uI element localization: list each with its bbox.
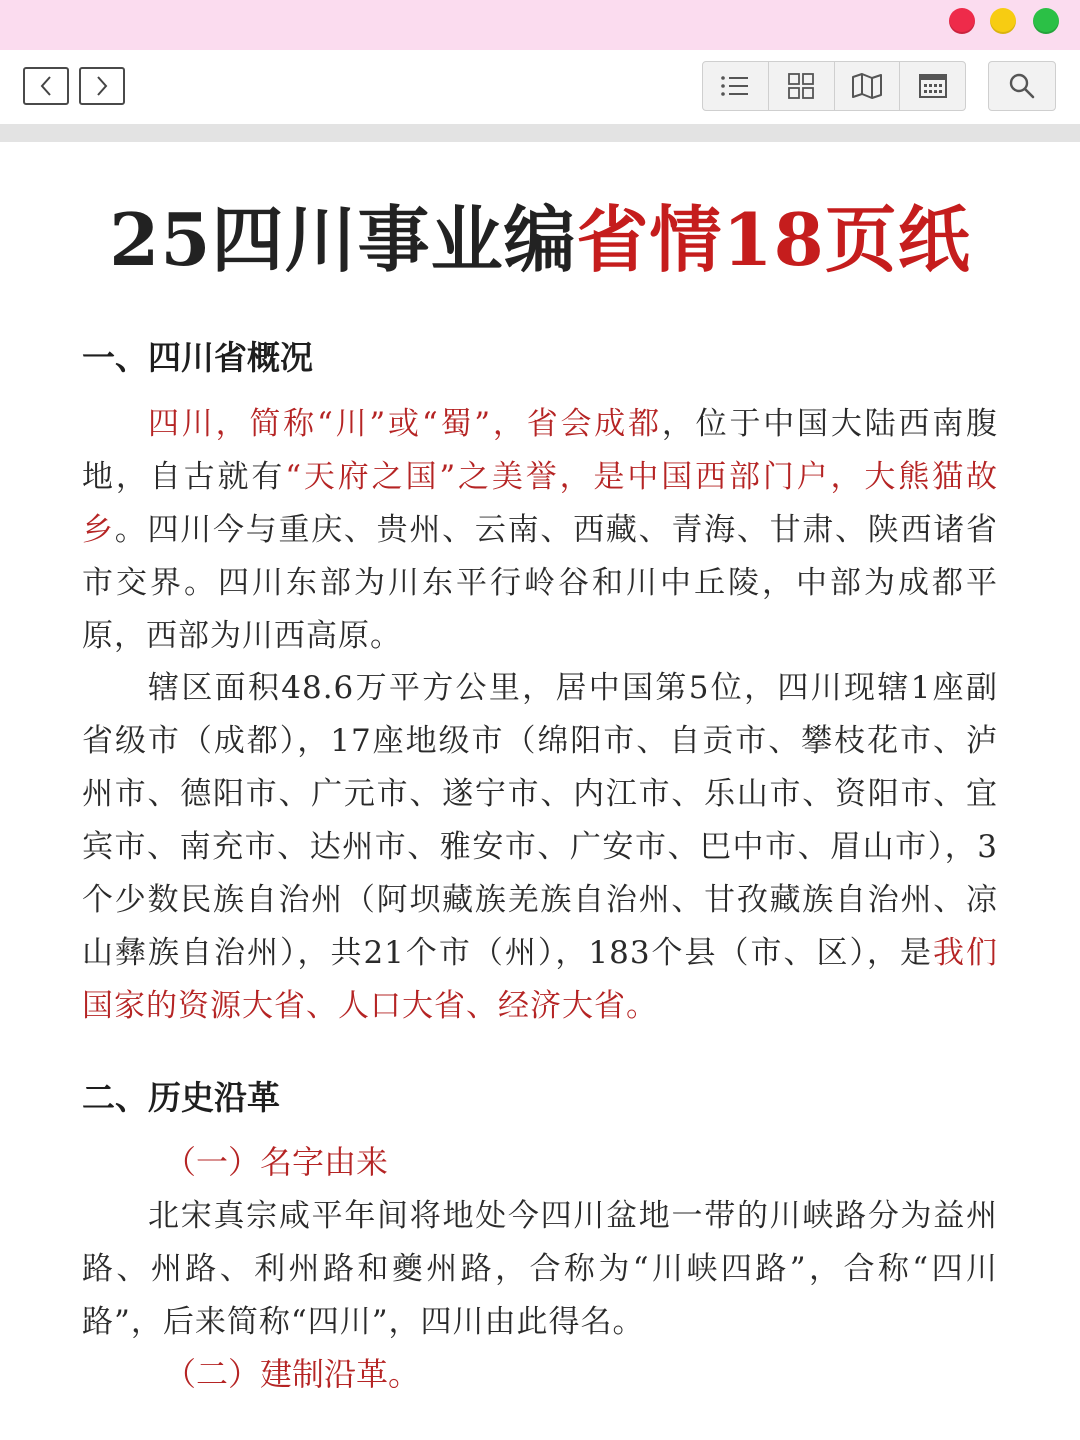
title-bar <box>0 0 1080 50</box>
toolbar <box>0 50 1080 124</box>
forward-button[interactable] <box>79 67 125 105</box>
body-text: 北宋真宗咸平年间将地处今四川盆地一带的川峡路分为益州路、州路、利州路和夔州路，合称为“川峡四路”，合称“四川路”，后来简称“四川”，四川由此得名。 <box>82 1198 998 1340</box>
list-view-button[interactable] <box>703 62 769 110</box>
close-window-button[interactable] <box>949 8 975 34</box>
document-page <box>0 142 1080 1440</box>
title-black-part: 25四川事业编 <box>109 197 577 282</box>
emphasis-text: 四川，简称“川”或“蜀”，省会成都 <box>148 406 662 442</box>
calendar-view-icon <box>918 73 948 99</box>
chevron-left-icon <box>39 75 53 97</box>
map-view-icon <box>851 72 883 100</box>
emphasis-text: 我们国家的资源大省、人口大省、经济大省。 <box>82 935 998 1024</box>
subheading-name-origin: （一）名字由来 <box>164 1143 389 1181</box>
body-text: 辖区面积48.6万平方公里，居中国第5位，四川现辖1座副省级市（成都），17座地级市（绵阳市、自贡市、攀枝花市、泸州市、德阳市、广元市、遂宁市、内江市、乐山市、资阳市、宜宾市、南充市、达州市、雅安市、广安市、巴中市、眉山市），3个少数民族自治州（阿坝藏族羌族自治州、甘孜藏族自治州、凉山彝族自治州），共21个市（州），183个县（市、区），是 <box>82 670 998 971</box>
emphasis-text: “天府之国”之美誉，是中国西部门户，大熊猫故乡 <box>82 459 999 548</box>
body-text: 。四川今与重庆、贵州、云南、西藏、青海、甘肃、陕西诸省市交界。四川东部为川东平行岭谷和川中丘陵，中部为成都平原，西部为川西高原。 <box>82 512 999 654</box>
page-title <box>0 197 1080 282</box>
history-paragraph-1 <box>82 1190 998 1349</box>
minimize-window-button[interactable] <box>990 8 1016 34</box>
overview-paragraph-2 <box>82 662 998 1033</box>
maximize-window-button[interactable] <box>1033 8 1059 34</box>
search-icon <box>1008 72 1036 100</box>
title-red-part: 省情18页纸 <box>576 197 971 282</box>
calendar-view-button[interactable] <box>900 62 965 110</box>
search-button[interactable] <box>988 61 1056 111</box>
section-heading-history: 二、历史沿革 <box>82 1078 280 1117</box>
back-button[interactable] <box>23 67 69 105</box>
map-view-button[interactable] <box>835 62 901 110</box>
subheading-administrative-history: （二）建制沿革。 <box>164 1355 421 1393</box>
list-view-icon <box>720 74 750 98</box>
grid-view-button[interactable] <box>769 62 835 110</box>
body-text: ，位于中国大陆西南腹地，自古就有 <box>82 406 998 495</box>
grid-view-icon <box>787 72 815 100</box>
section-heading-overview: 一、四川省概况 <box>82 338 313 377</box>
overview-paragraph-1 <box>82 398 998 663</box>
chevron-right-icon <box>95 75 109 97</box>
toolbar-divider <box>0 124 1080 142</box>
view-mode-group <box>702 61 966 111</box>
